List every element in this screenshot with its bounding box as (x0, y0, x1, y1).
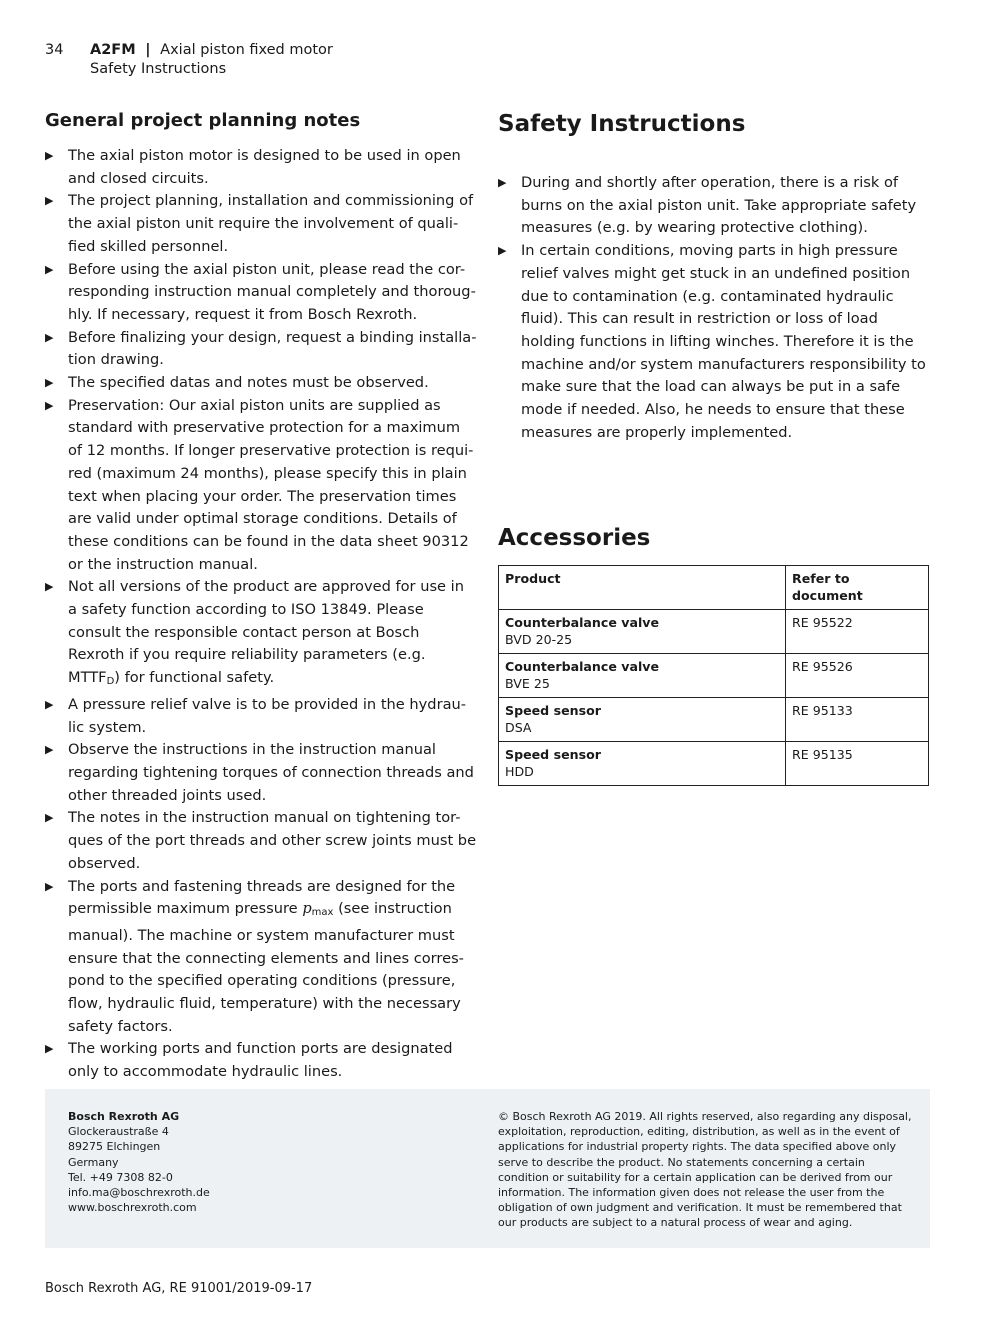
mttf-text-after: ) for functional safety. (114, 669, 275, 687)
accessories-title: Accessories (498, 525, 651, 552)
list-item: ▶ A pressure relief valve is to be provided in the hydrau-lic system. (45, 694, 477, 739)
footer-box (45, 1089, 930, 1248)
mttf-subscript: D (106, 676, 115, 688)
telephone: Tel. +49 7308 82-0 (68, 1170, 173, 1184)
company-address (68, 1109, 210, 1215)
list-item (45, 876, 477, 1039)
general-notes-title: General project planning notes (45, 110, 361, 131)
mttf-text-before: Not all versions of the product are approved for use in a safety function according to ISO 13849. Please consult the responsible contact person at Bosch Rexroth if you require reliability parameters (e.g. MTTF (68, 578, 464, 687)
product-model: DSA (505, 720, 532, 736)
pmax-text-after: (see instruction manual). The machine or system manufacturer must ensure that the connecting elements and lines corres-pond to the specified operating conditions (pressure, flow, hydraulic fluid, temperature) with the necessary safety factors. (68, 900, 464, 1035)
product-cell (499, 654, 786, 698)
list-item: ▶ The project planning, installation and commissioning of the axial piston unit require the involvement of quali-fied skilled personnel. (45, 190, 477, 258)
column-header-product: Product (499, 566, 786, 610)
list-item: ▶ In certain conditions, moving parts in high pressure relief valves might get stuck in an undefined position due to contamination (e.g. contaminated hydraulic fluid). This can result in restriction or loss of load holding functions in lifting winches. Therefore it is the machine and/or system manufacturers responsibility to make sure that the load can always be put in a safe mode if needed. Also, he needs to ensure that these measures are properly implemented. (498, 240, 930, 444)
city: 89275 Elchingen (68, 1140, 161, 1154)
street: Glockeraustraße 4 (68, 1125, 169, 1139)
product-name: Counterbalance valve (505, 659, 660, 675)
header-separator: | (145, 42, 151, 58)
product-model: BVE 25 (505, 676, 550, 692)
pmax-subscript: max (311, 907, 334, 919)
page-footer: Bosch Rexroth AG, RE 91001/2019-09-17 (45, 1281, 313, 1296)
header-section: Safety Instructions (90, 61, 227, 77)
product-code: A2FM (90, 42, 136, 58)
table-header-row (499, 566, 929, 610)
right-column (498, 109, 930, 786)
accessories-table (498, 565, 929, 786)
general-notes-column (45, 109, 477, 1084)
table-row (499, 610, 929, 654)
product-cell (499, 742, 786, 786)
country: Germany (68, 1155, 119, 1169)
document-cell: RE 95133 (786, 698, 929, 742)
list-item (45, 576, 477, 694)
website: www.boschrexroth.com (68, 1201, 197, 1215)
general-notes-list (45, 145, 477, 1084)
list-item: ▶ The axial piston motor is designed to be used in open and closed circuits. (45, 145, 477, 190)
list-item: ▶ The working ports and function ports are designated only to accommodate hydraulic lines. (45, 1038, 477, 1083)
pmax-text-before: The ports and fastening threads are designed for the permissible maximum pressure (68, 877, 456, 918)
list-item: ▶ Before finalizing your design, request a binding installa-tion drawing. (45, 327, 477, 372)
product-cell (499, 698, 786, 742)
list-item: ▶ During and shortly after operation, there is a risk of burns on the axial piston unit. Take appropriate safety measures (e.g. by wearing protective clothing). (498, 172, 930, 240)
list-item: ▶ Observe the instructions in the instruction manual regarding tightening torques of connection threads and other threaded joints used. (45, 739, 477, 807)
header-line-1 (90, 41, 333, 60)
pmax-symbol: p (302, 900, 312, 918)
safety-list (498, 172, 930, 444)
column-header-document: Refer to document (786, 566, 929, 610)
document-cell: RE 95522 (786, 610, 929, 654)
list-item: ▶ Before using the axial piston unit, please read the cor-responding instruction manual completely and thoroug-hly. If necessary, request it from Bosch Rexroth. (45, 259, 477, 327)
table-row (499, 742, 929, 786)
list-item: ▶ Preservation: Our axial piston units are supplied as standard with preservative protection for a maximum of 12 months. If longer preservative protection is requi-red (maximum 24 months), please specify this in plain text when placing your order. The preservation times are valid under optimal storage conditions. Details of these conditions can be found in the data sheet 90312 or the instruction manual. (45, 395, 477, 577)
product-name: Speed sensor (505, 703, 601, 719)
product-name: Speed sensor (505, 747, 601, 763)
product-cell (499, 610, 786, 654)
safety-title: Safety Instructions (498, 111, 746, 137)
page-number: 34 (45, 42, 64, 58)
product-model: BVD 20-25 (505, 632, 573, 648)
table-row (499, 654, 929, 698)
company-name: Bosch Rexroth AG (68, 1110, 180, 1123)
legal-notice: © Bosch Rexroth AG 2019. All rights reserved, also regarding any disposal, exploitation, reproduction, editing, distribution, as well as in the event of applications for industrial property rights. The data specified above only serve to describe the product. No statements concerning a certain condition or suitability for a certain application can be derived from our information. The information given does not release the user from the obligation of own judgment and verification. It must be remembered that our products are subject to a natural process of wear and aging. (498, 1110, 912, 1230)
list-item: ▶ The notes in the instruction manual on tightening tor-ques of the port threads and other screw joints must be observed. (45, 807, 477, 875)
product-name: Counterbalance valve (505, 615, 660, 631)
product-subtitle: Axial piston fixed motor (160, 42, 333, 58)
header-titles (90, 41, 333, 79)
document-cell: RE 95526 (786, 654, 929, 698)
document-cell: RE 95135 (786, 742, 929, 786)
email: info.ma@boschrexroth.de (68, 1186, 210, 1200)
list-item: ▶ The specified datas and notes must be observed. (45, 372, 477, 395)
table-row (499, 698, 929, 742)
product-model: HDD (505, 764, 534, 780)
